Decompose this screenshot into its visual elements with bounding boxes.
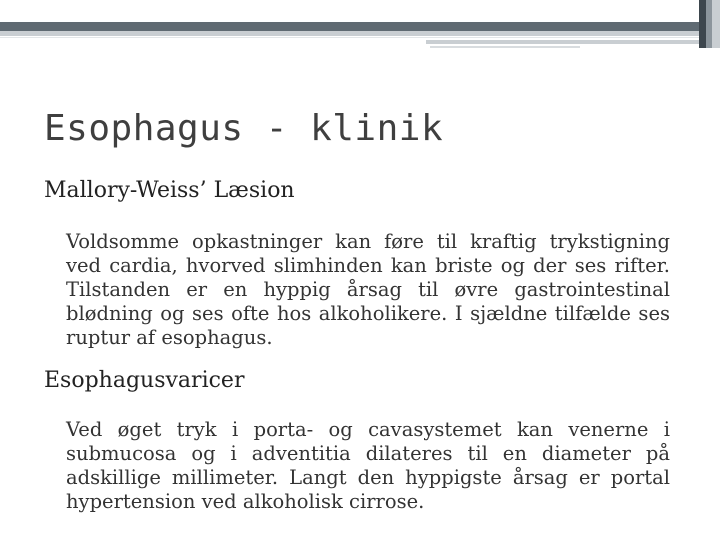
header-band-dark [0,22,700,31]
section-heading-mallory-weiss: Mallory-Weiss’ Læsion [44,178,295,203]
header-accent-line [426,40,700,44]
header-accent-line-short [430,46,580,48]
section-body-esophagusvaricer: Ved øget tryk i porta- og cavasystemet kan venerne i submucosa og i adventitia dilateres til en diameter på adskillige millimeter. Langt den hyppigste årsag er portal hypertension ved alkoholisk cirrose. [66,418,670,513]
corner-stripe-dark [699,0,706,48]
corner-stripe-light [712,0,720,48]
header-band-thin [0,37,700,38]
slide-title: Esophagus - klinik [44,108,444,149]
section-heading-esophagusvaricer: Esophagusvaricer [44,368,245,393]
section-body-mallory-weiss: Voldsomme opkastninger kan føre til kraftig trykstigning ved cardia, hvorved slimhinden kan briste og der ses rifter. Tilstanden er en hyppig årsag til øvre gastrointestinal blødning og ses ofte hos alkoholikere. I sjældne tilfælde ses ruptur af esophagus. [66,230,670,349]
header-band-light [0,31,700,36]
